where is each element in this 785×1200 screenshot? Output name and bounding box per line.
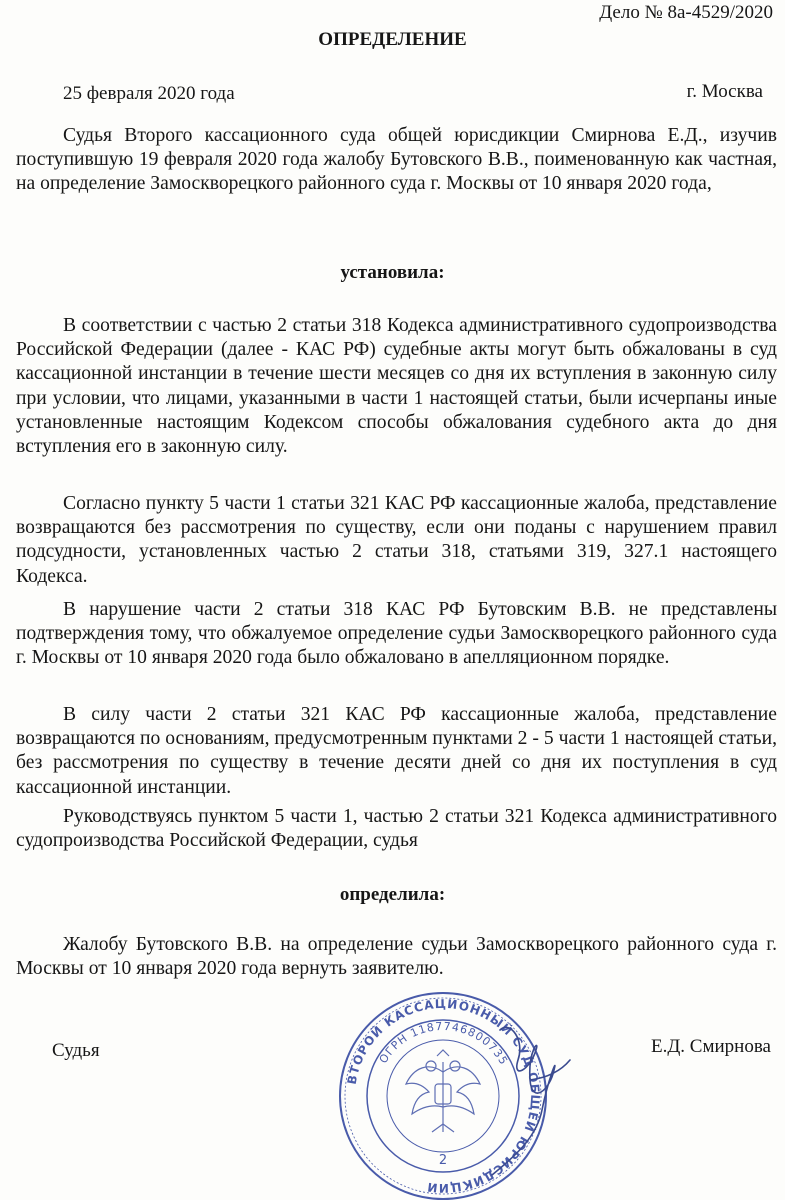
signature-label: Судья [52,1040,100,1061]
paragraph-5: Руководствуясь пунктом 5 части 1, частью 2 статьи 321 Кодекса административного судопроизводства Российской Федерации, судья [16,806,777,852]
paragraph-1: В соответствии с частью 2 статьи 318 Кодекса административного судопроизводства Российской Федерации (далее - КАС РФ) судебные акты могут быть обжалованы в суд кассационной инстанции в течение шести месяцев со дня их вступления в законную силу при условии, что лицами, указанными в части 1 настоящей статьи, были исчерпаны иные установленные настоящим Кодексом способы обжалования судебного акта до дня вступления его в законную силу. [16,315,777,458]
handwritten-signature-icon [470,1010,580,1180]
resolution-paragraph: Жалобу Бутовского В.В. на определение судьи Замоскворецкого районного суда г. Москвы от 10 января 2020 года вернуть заявителю. [16,934,777,980]
intro-paragraph: Судья Второго кассационного суда общей юрисдикции Смирнова Е.Д., изучив поступившую 19 февраля 2020 года жалобу Бутовского В.В., поименованную как частная, на определение Замоскворецкого районного суда г. Москвы от 10 января 2020 года, [16,125,777,195]
seal-outer-text: ВТОРОЙ КАССАЦИОННЫЙ СУД ОБЩЕЙ ЮРИСДИКЦИИ [344,996,543,1196]
document-date: 25 февраля 2020 года [63,83,235,104]
paragraph-4: В силу части 2 статьи 321 КАС РФ кассационные жалоба, представление возвращаются по основаниям, предусмотренным пунктами 2 - 5 части 1 настоящей статьи, без рассмотрения по существу в течение десяти дней со дня их поступления в суд кассационной инстанции. [16,704,777,798]
paragraph-2: Согласно пункту 5 части 1 статьи 321 КАС РФ кассационные жалоба, представление возвращаются без рассмотрения по существу, если они поданы с нарушением правил подсудности, установленных частью 2 статьи 318, статьями 319, 327.1 настоящего Кодекса. [16,493,777,587]
document-city: г. Москва [686,81,763,102]
case-number: Дело № 8а-4529/2020 [599,2,773,23]
seal-number: 2 [438,1153,448,1168]
document-title: ОПРЕДЕЛЕНИЕ [318,29,467,50]
eagle-emblem-icon [406,1050,480,1132]
heading-decided: определила: [339,884,446,905]
paragraph-3: В нарушение части 2 статьи 318 КАС РФ Бутовским В.В. не представлены подтверждения тому, что обжалуемое определение судьи Замоскворецкого районного суда г. Москвы от 10 января 2020 года было обжаловано в апелляционном порядке. [16,599,777,669]
heading-established: установила: [340,262,445,283]
signature-name: Е.Д. Смирнова [650,1036,771,1057]
seal-ogrn-text: ОГРН 1187746800735 [376,1019,511,1068]
